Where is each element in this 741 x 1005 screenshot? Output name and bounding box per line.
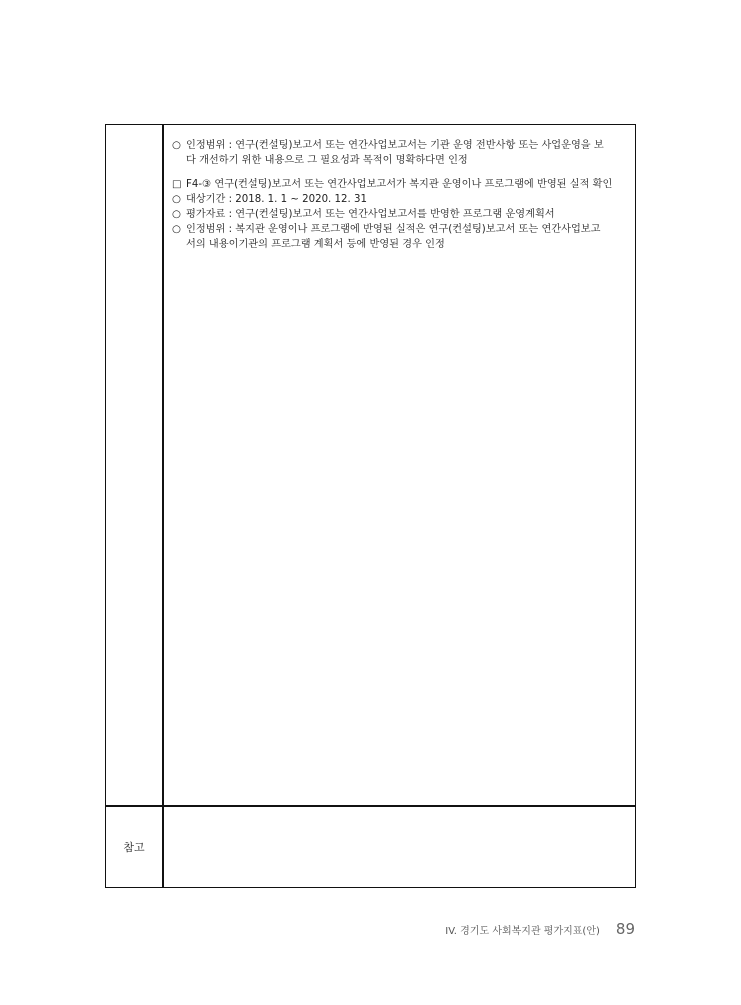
indicator-header: [172, 177, 630, 192]
criteria-continuation: 다 개선하기 위한 내용으로 그 필요성과 목적이 명확하다면 인정: [186, 155, 468, 166]
list-item-text: 평가자료 : 연구(컨설팅)보고서 또는 연간사업보고서를 반영한 프로그램 운영계획서: [186, 209, 555, 220]
circle-bullet-icon: ○: [172, 209, 181, 220]
table-column-divider: [162, 124, 164, 888]
square-bullet-icon: □: [172, 179, 182, 190]
footer-section-title: IV. 경기도 사회복지관 평가지표(안): [445, 926, 600, 937]
circle-bullet-icon: ○: [172, 194, 181, 205]
circle-bullet-icon: ○: [172, 140, 181, 151]
page-footer: [445, 920, 635, 938]
list-item: [172, 192, 630, 207]
list-item-text: 인정범위 : 복지관 운영이나 프로그램에 반영된 실적은 연구(컨설팅)보고서 또는 연간사업보고: [186, 224, 601, 235]
criteria-text: 인정범위 : 연구(컨설팅)보고서 또는 연간사업보고서는 기관 운영 전반사항 또는 사업운영을 보: [186, 140, 604, 151]
table-content-cell: [172, 138, 630, 252]
reference-label: 참고: [123, 840, 145, 854]
list-item-continuation: 서의 내용이기관의 프로그램 계획서 등에 반영된 경우 인정: [186, 239, 445, 250]
circle-bullet-icon: ○: [172, 224, 181, 235]
list-item: [172, 222, 630, 237]
page-number: 89: [615, 920, 635, 938]
list-item-text: 대상기간 : 2018. 1. 1 ~ 2020. 12. 31: [186, 194, 367, 205]
table-row-divider: [105, 805, 636, 807]
list-item: [172, 207, 630, 222]
criteria-line: [172, 138, 630, 153]
indicator-title: F4-③ 연구(컨설팅)보고서 또는 연간사업보고서가 복지관 운영이나 프로그램에 반영된 실적 확인: [186, 179, 613, 190]
